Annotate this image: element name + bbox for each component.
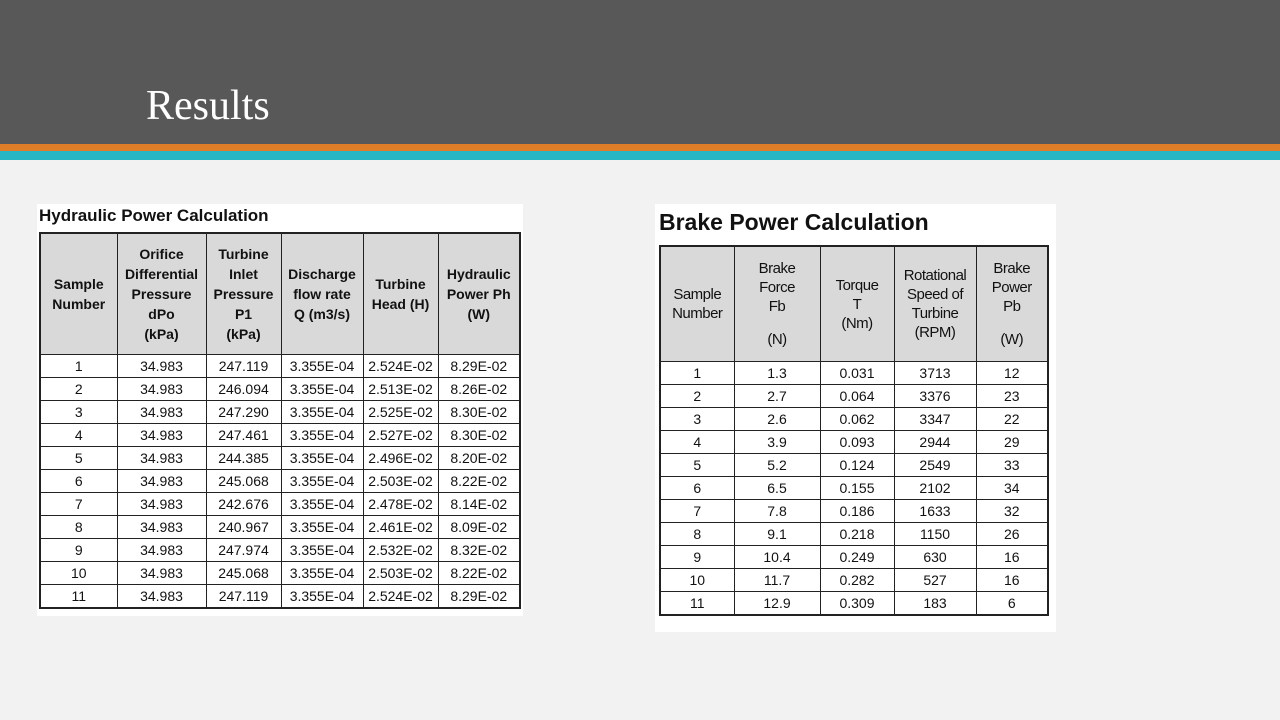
header-line: Number	[672, 305, 723, 322]
table-cell: 2.6	[734, 408, 820, 431]
table-cell: 3	[660, 408, 734, 431]
table-cell: 7	[660, 500, 734, 523]
table-cell: 0.282	[820, 569, 894, 592]
table-cell: 10	[660, 569, 734, 592]
table-cell: 1.3	[734, 362, 820, 385]
table-cell: 240.967	[206, 516, 281, 539]
header-line: T	[852, 295, 862, 313]
table-cell: 2.503E-02	[363, 562, 438, 585]
brake-power-panel	[655, 204, 1056, 632]
table-cell: 8.29E-02	[438, 355, 520, 378]
table-cell: 3.355E-04	[281, 516, 363, 539]
header-line: Inlet	[229, 266, 258, 282]
hydraulic-header-cell	[206, 233, 281, 355]
table-cell: 8.30E-02	[438, 424, 520, 447]
header-line: Head (H)	[371, 296, 430, 312]
header-unit: (N)	[767, 331, 787, 348]
table-cell: 5	[40, 447, 117, 470]
header-gap	[977, 316, 1048, 330]
table-cell: 8.30E-02	[438, 401, 520, 424]
table-cell: 2549	[894, 454, 976, 477]
header-line: Force	[759, 279, 795, 296]
table-cell: 8.26E-02	[438, 378, 520, 401]
table-cell: 34	[976, 477, 1048, 500]
table-cell: 3	[40, 401, 117, 424]
table-cell: 10.4	[734, 546, 820, 569]
table-cell: 8.22E-02	[438, 562, 520, 585]
table-row	[40, 562, 520, 585]
table-cell: 6.5	[734, 477, 820, 500]
hydraulic-header-row	[40, 233, 520, 355]
table-cell: 0.186	[820, 500, 894, 523]
accent-stripe-orange	[0, 144, 1280, 151]
table-cell: 0.064	[820, 385, 894, 408]
table-cell: 1150	[894, 523, 976, 546]
table-cell: 3376	[894, 385, 976, 408]
table-cell: 34.983	[117, 470, 206, 493]
table-cell: 12.9	[734, 592, 820, 616]
table-cell: 8	[40, 516, 117, 539]
table-row	[660, 523, 1048, 546]
brake-header-cell	[894, 246, 976, 362]
table-cell: 0.218	[820, 523, 894, 546]
table-cell: 2102	[894, 477, 976, 500]
table-cell: 0.155	[820, 477, 894, 500]
table-cell: 9	[40, 539, 117, 562]
table-cell: 2.527E-02	[363, 424, 438, 447]
table-cell: 3.9	[734, 431, 820, 454]
hydraulic-power-panel	[37, 204, 523, 616]
hydraulic-table-caption: Hydraulic Power Calculation	[39, 206, 269, 225]
header-line: Brake	[993, 260, 1031, 277]
table-cell: 8.09E-02	[438, 516, 520, 539]
header-gap	[735, 316, 820, 330]
header-line: Speed of	[906, 286, 964, 303]
table-cell: 3.355E-04	[281, 378, 363, 401]
table-cell: 8.22E-02	[438, 470, 520, 493]
table-row	[660, 362, 1048, 385]
table-row	[660, 500, 1048, 523]
table-cell: 10	[40, 562, 117, 585]
table-cell: 242.676	[206, 493, 281, 516]
header-line: flow rate	[293, 286, 351, 302]
table-cell: 8.20E-02	[438, 447, 520, 470]
table-cell: 1	[40, 355, 117, 378]
table-cell: 247.119	[206, 355, 281, 378]
table-row	[660, 408, 1048, 431]
table-row	[660, 431, 1048, 454]
header-line: (W)	[467, 306, 491, 322]
table-row	[40, 424, 520, 447]
header-line: Turbine	[911, 305, 959, 322]
table-cell: 2.532E-02	[363, 539, 438, 562]
table-row	[660, 592, 1048, 616]
hydraulic-header-cell	[438, 233, 520, 355]
table-row	[40, 470, 520, 493]
table-cell: 0.093	[820, 431, 894, 454]
hydraulic-header-cell	[117, 233, 206, 355]
hydraulic-table-body	[40, 355, 520, 609]
table-cell: 34.983	[117, 493, 206, 516]
brake-header-cell	[820, 246, 894, 362]
header-line: dPo	[148, 306, 175, 322]
table-cell: 2.513E-02	[363, 378, 438, 401]
table-row	[660, 454, 1048, 477]
table-cell: 246.094	[206, 378, 281, 401]
header-line: Pressure	[213, 286, 274, 302]
table-cell: 22	[976, 408, 1048, 431]
header-line: Turbine	[375, 276, 426, 292]
table-cell: 12	[976, 362, 1048, 385]
hydraulic-header-cell	[281, 233, 363, 355]
table-cell: 3.355E-04	[281, 539, 363, 562]
table-cell: 6	[976, 592, 1048, 616]
brake-table-caption: Brake Power Calculation	[659, 209, 929, 235]
brake-header-cell	[734, 246, 820, 362]
table-cell: 29	[976, 431, 1048, 454]
table-row	[40, 355, 520, 378]
header-line: (kPa)	[144, 326, 179, 342]
table-cell: 8.29E-02	[438, 585, 520, 609]
brake-power-table	[659, 245, 1049, 616]
table-cell: 34.983	[117, 447, 206, 470]
table-cell: 3.355E-04	[281, 424, 363, 447]
table-cell: 183	[894, 592, 976, 616]
table-cell: 5	[660, 454, 734, 477]
table-row	[660, 385, 1048, 408]
table-cell: 34.983	[117, 424, 206, 447]
brake-table-body	[660, 362, 1048, 616]
header-line: Number	[52, 296, 106, 312]
table-cell: 2.496E-02	[363, 447, 438, 470]
header-line: Pb	[1003, 298, 1021, 315]
table-cell: 16	[976, 569, 1048, 592]
table-cell: 8.32E-02	[438, 539, 520, 562]
table-cell: 3.355E-04	[281, 470, 363, 493]
table-cell: 34.983	[117, 378, 206, 401]
table-cell: 2944	[894, 431, 976, 454]
hydraulic-header-cell	[40, 233, 117, 355]
table-cell: 5.2	[734, 454, 820, 477]
table-cell: 2.524E-02	[363, 585, 438, 609]
header-line: P1	[234, 306, 253, 322]
hydraulic-power-table	[39, 232, 521, 609]
table-cell: 34.983	[117, 516, 206, 539]
table-cell: 4	[660, 431, 734, 454]
table-cell: 247.119	[206, 585, 281, 609]
table-cell: 2	[660, 385, 734, 408]
table-cell: 34.983	[117, 401, 206, 424]
table-cell: 9	[660, 546, 734, 569]
header-line: Discharge	[288, 266, 356, 282]
table-row	[40, 401, 520, 424]
header-line: Sample	[53, 276, 104, 292]
table-cell: 0.249	[820, 546, 894, 569]
brake-header-cell	[660, 246, 734, 362]
table-cell: 2.503E-02	[363, 470, 438, 493]
table-cell: 1633	[894, 500, 976, 523]
header-line: Torque	[835, 276, 879, 294]
table-cell: 16	[976, 546, 1048, 569]
table-cell: 0.062	[820, 408, 894, 431]
table-cell: 23	[976, 385, 1048, 408]
table-row	[660, 569, 1048, 592]
table-row	[660, 546, 1048, 569]
table-cell: 0.309	[820, 592, 894, 616]
table-cell: 9.1	[734, 523, 820, 546]
accent-stripe-teal	[0, 151, 1280, 160]
table-row	[40, 378, 520, 401]
table-cell: 0.124	[820, 454, 894, 477]
slide-title: Results	[146, 83, 270, 129]
table-cell: 4	[40, 424, 117, 447]
header-line: Fb	[768, 298, 786, 315]
header-line: Turbine	[218, 246, 269, 262]
table-cell: 6	[40, 470, 117, 493]
table-cell: 2.7	[734, 385, 820, 408]
table-cell: 3.355E-04	[281, 355, 363, 378]
header-line: Orifice	[139, 246, 184, 262]
table-cell: 34.983	[117, 562, 206, 585]
header-line: Brake	[758, 260, 796, 277]
table-cell: 3.355E-04	[281, 562, 363, 585]
header-unit: (W)	[1000, 331, 1024, 348]
table-cell: 34.983	[117, 585, 206, 609]
table-cell: 2.525E-02	[363, 401, 438, 424]
hydraulic-header-cell	[363, 233, 438, 355]
table-cell: 630	[894, 546, 976, 569]
table-cell: 3.355E-04	[281, 447, 363, 470]
header-line: Differential	[124, 266, 199, 282]
table-cell: 3347	[894, 408, 976, 431]
table-cell: 32	[976, 500, 1048, 523]
table-cell: 2.478E-02	[363, 493, 438, 516]
table-cell: 8	[660, 523, 734, 546]
table-cell: 3713	[894, 362, 976, 385]
table-cell: 3.355E-04	[281, 493, 363, 516]
table-cell: 3.355E-04	[281, 585, 363, 609]
header-line: Pressure	[131, 286, 192, 302]
table-cell: 7	[40, 493, 117, 516]
header-line: Sample	[673, 286, 722, 303]
table-cell: 0.031	[820, 362, 894, 385]
header-line: (kPa)	[226, 326, 261, 342]
header-line: Rotational	[903, 267, 967, 284]
table-cell: 2.461E-02	[363, 516, 438, 539]
table-cell: 11	[660, 592, 734, 616]
table-cell: 11	[40, 585, 117, 609]
table-cell: 34.983	[117, 355, 206, 378]
table-cell: 527	[894, 569, 976, 592]
header-line: Q (m3/s)	[293, 306, 350, 322]
table-row	[40, 539, 520, 562]
table-cell: 247.461	[206, 424, 281, 447]
table-cell: 11.7	[734, 569, 820, 592]
table-cell: 1	[660, 362, 734, 385]
table-cell: 2.524E-02	[363, 355, 438, 378]
table-row	[40, 447, 520, 470]
table-cell: 7.8	[734, 500, 820, 523]
table-cell: 247.290	[206, 401, 281, 424]
table-cell: 8.14E-02	[438, 493, 520, 516]
header-line: (Nm)	[841, 314, 873, 332]
table-cell: 245.068	[206, 562, 281, 585]
table-cell: 26	[976, 523, 1048, 546]
header-line: Hydraulic	[446, 266, 511, 282]
header-line: Power	[991, 279, 1032, 296]
table-cell: 2	[40, 378, 117, 401]
table-cell: 6	[660, 477, 734, 500]
table-cell: 33	[976, 454, 1048, 477]
table-row	[40, 493, 520, 516]
table-cell: 244.385	[206, 447, 281, 470]
table-row	[40, 516, 520, 539]
table-row	[40, 585, 520, 609]
brake-header-cell	[976, 246, 1048, 362]
table-cell: 34.983	[117, 539, 206, 562]
table-cell: 245.068	[206, 470, 281, 493]
table-cell: 3.355E-04	[281, 401, 363, 424]
header-line: Power Ph	[446, 286, 511, 302]
brake-header-row	[660, 246, 1048, 362]
header-line: (RPM)	[914, 324, 956, 341]
table-cell: 247.974	[206, 539, 281, 562]
table-row	[660, 477, 1048, 500]
